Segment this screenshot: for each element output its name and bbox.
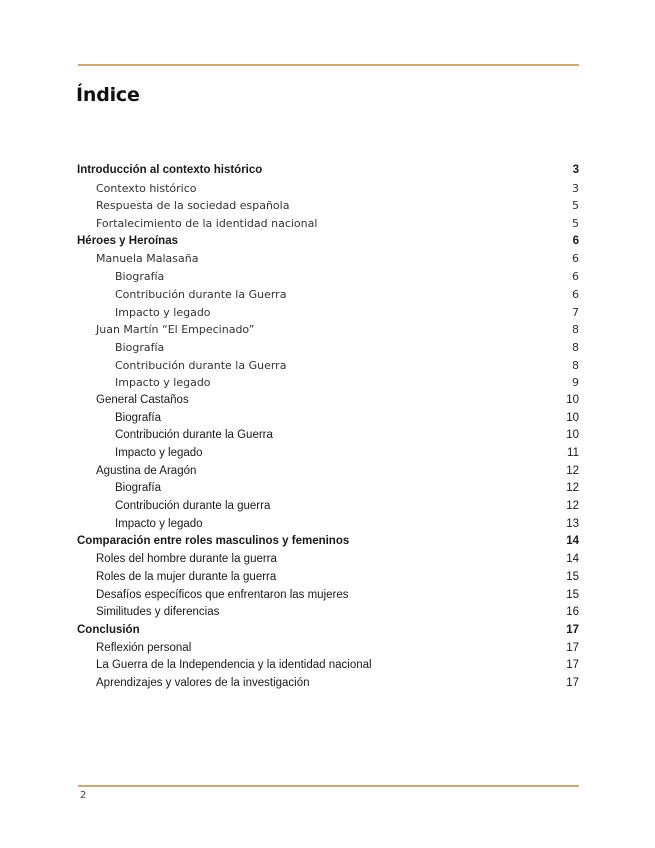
- toc-entry-label: Conclusión: [77, 623, 140, 636]
- toc-entry[interactable]: [77, 533, 579, 551]
- toc-entry-page: 12: [566, 482, 579, 495]
- toc-entry-page: 15: [566, 588, 579, 601]
- toc-entry-label: Impacto y legado: [115, 447, 203, 459]
- toc-entry-page: 16: [566, 606, 579, 619]
- toc-entry[interactable]: [77, 675, 579, 693]
- toc-entry-label: Desafíos específicos que enfrentaron las mujeres: [96, 588, 349, 601]
- toc-entry[interactable]: [77, 374, 579, 392]
- page-number: 2: [80, 790, 87, 801]
- toc-entry-page: 6: [572, 287, 579, 301]
- toc-entry-page: 14: [566, 553, 579, 566]
- toc-entry-page: 12: [566, 500, 579, 513]
- toc-entry[interactable]: [77, 427, 579, 445]
- toc-entry-label: Biografía: [115, 482, 162, 495]
- toc-entry[interactable]: [77, 339, 579, 357]
- toc-entry-page: 15: [566, 570, 579, 583]
- toc-entry[interactable]: [77, 498, 579, 516]
- toc-entry[interactable]: [77, 569, 579, 587]
- toc-entry[interactable]: [77, 463, 579, 481]
- header-rule: [78, 64, 579, 66]
- toc-entry[interactable]: [77, 604, 579, 622]
- toc-entry[interactable]: [77, 286, 579, 304]
- toc-entry-label: Reflexión personal: [96, 641, 192, 654]
- table-of-contents: [77, 162, 579, 693]
- toc-entry-page: 7: [572, 305, 579, 319]
- toc-entry[interactable]: [77, 410, 579, 428]
- toc-entry-label: Respuesta de la sociedad española: [96, 199, 290, 213]
- toc-entry-label: Contribución durante la Guerra: [115, 287, 287, 301]
- toc-entry-page: 17: [566, 641, 579, 654]
- toc-entry-page: 10: [566, 429, 579, 442]
- toc-entry-label: Biografía: [115, 270, 165, 284]
- toc-entry-label: Agustina de Aragón: [96, 464, 197, 477]
- toc-entry[interactable]: [77, 197, 579, 215]
- toc-entry-page: 5: [572, 217, 579, 231]
- toc-entry-page: 9: [572, 376, 579, 390]
- toc-entry-label: La Guerra de la Independencia y la identidad nacional: [96, 659, 372, 672]
- toc-entry-page: 8: [572, 358, 579, 372]
- toc-entry-label: Juan Martín “El Empecinado”: [96, 323, 255, 337]
- toc-entry-label: Impacto y legado: [115, 305, 211, 319]
- toc-entry[interactable]: [77, 516, 579, 534]
- toc-entry-label: Biografía: [115, 340, 165, 354]
- toc-entry-label: Contribución durante la guerra: [115, 500, 271, 513]
- toc-entry-label: Introducción al contexto histórico: [77, 164, 263, 176]
- toc-entry-label: General Castaños: [96, 393, 189, 406]
- toc-entry[interactable]: [77, 304, 579, 322]
- toc-entry-page: 8: [572, 323, 579, 337]
- toc-entry-page: 14: [566, 535, 579, 548]
- toc-entry-label: Manuela Malasaña: [96, 252, 199, 266]
- toc-entry-page: 6: [572, 234, 579, 247]
- toc-entry[interactable]: [77, 657, 579, 675]
- toc-entry-page: 6: [572, 252, 579, 266]
- toc-entry-page: 11: [567, 447, 579, 459]
- toc-entry-label: Héroes y Heroínas: [77, 234, 178, 247]
- toc-entry-label: Roles de la mujer durante la guerra: [96, 570, 277, 583]
- toc-entry-page: 12: [566, 464, 579, 477]
- toc-entry[interactable]: [77, 357, 579, 375]
- toc-entry-label: Aprendizajes y valores de la investigación: [96, 676, 310, 689]
- toc-entry-page: 17: [566, 623, 579, 636]
- toc-entry[interactable]: [77, 268, 579, 286]
- toc-entry-label: Impacto y legado: [115, 376, 211, 390]
- toc-entry[interactable]: [77, 321, 579, 339]
- toc-entry-label: Biografía: [115, 411, 162, 424]
- toc-entry-page: 3: [572, 164, 579, 176]
- toc-entry-page: 6: [572, 270, 579, 284]
- toc-entry-page: 5: [572, 199, 579, 213]
- toc-entry[interactable]: [77, 587, 579, 605]
- toc-entry-label: Impacto y legado: [115, 517, 203, 530]
- toc-entry-page: 3: [572, 181, 579, 195]
- toc-entry-label: Similitudes y diferencias: [96, 606, 220, 619]
- toc-entry-page: 10: [566, 411, 579, 424]
- toc-entry[interactable]: [77, 640, 579, 658]
- toc-entry-page: 13: [566, 517, 579, 530]
- toc-entry-page: 10: [566, 393, 579, 406]
- toc-entry[interactable]: [77, 622, 579, 640]
- toc-entry-label: Contribución durante la Guerra: [115, 358, 287, 372]
- toc-entry[interactable]: [77, 392, 579, 410]
- toc-entry-label: Contribución durante la Guerra: [115, 429, 273, 442]
- toc-entry-label: Comparación entre roles masculinos y femeninos: [77, 535, 350, 548]
- toc-entry-label: Roles del hombre durante la guerra: [96, 553, 277, 566]
- toc-entry[interactable]: [77, 551, 579, 569]
- toc-entry[interactable]: [77, 480, 579, 498]
- footer-rule: [78, 785, 579, 787]
- page-title: Índice: [76, 84, 140, 106]
- toc-entry[interactable]: [77, 162, 579, 180]
- toc-entry-label: Fortalecimiento de la identidad nacional: [96, 217, 318, 231]
- toc-entry-page: 8: [572, 340, 579, 354]
- toc-entry-label: Contexto histórico: [96, 181, 197, 195]
- toc-entry-page: 17: [566, 676, 579, 689]
- toc-entry[interactable]: [77, 445, 579, 463]
- toc-entry[interactable]: [77, 180, 579, 198]
- toc-entry[interactable]: [77, 233, 579, 251]
- toc-entry[interactable]: [77, 215, 579, 233]
- toc-entry[interactable]: [77, 250, 579, 268]
- toc-entry-page: 17: [566, 659, 579, 672]
